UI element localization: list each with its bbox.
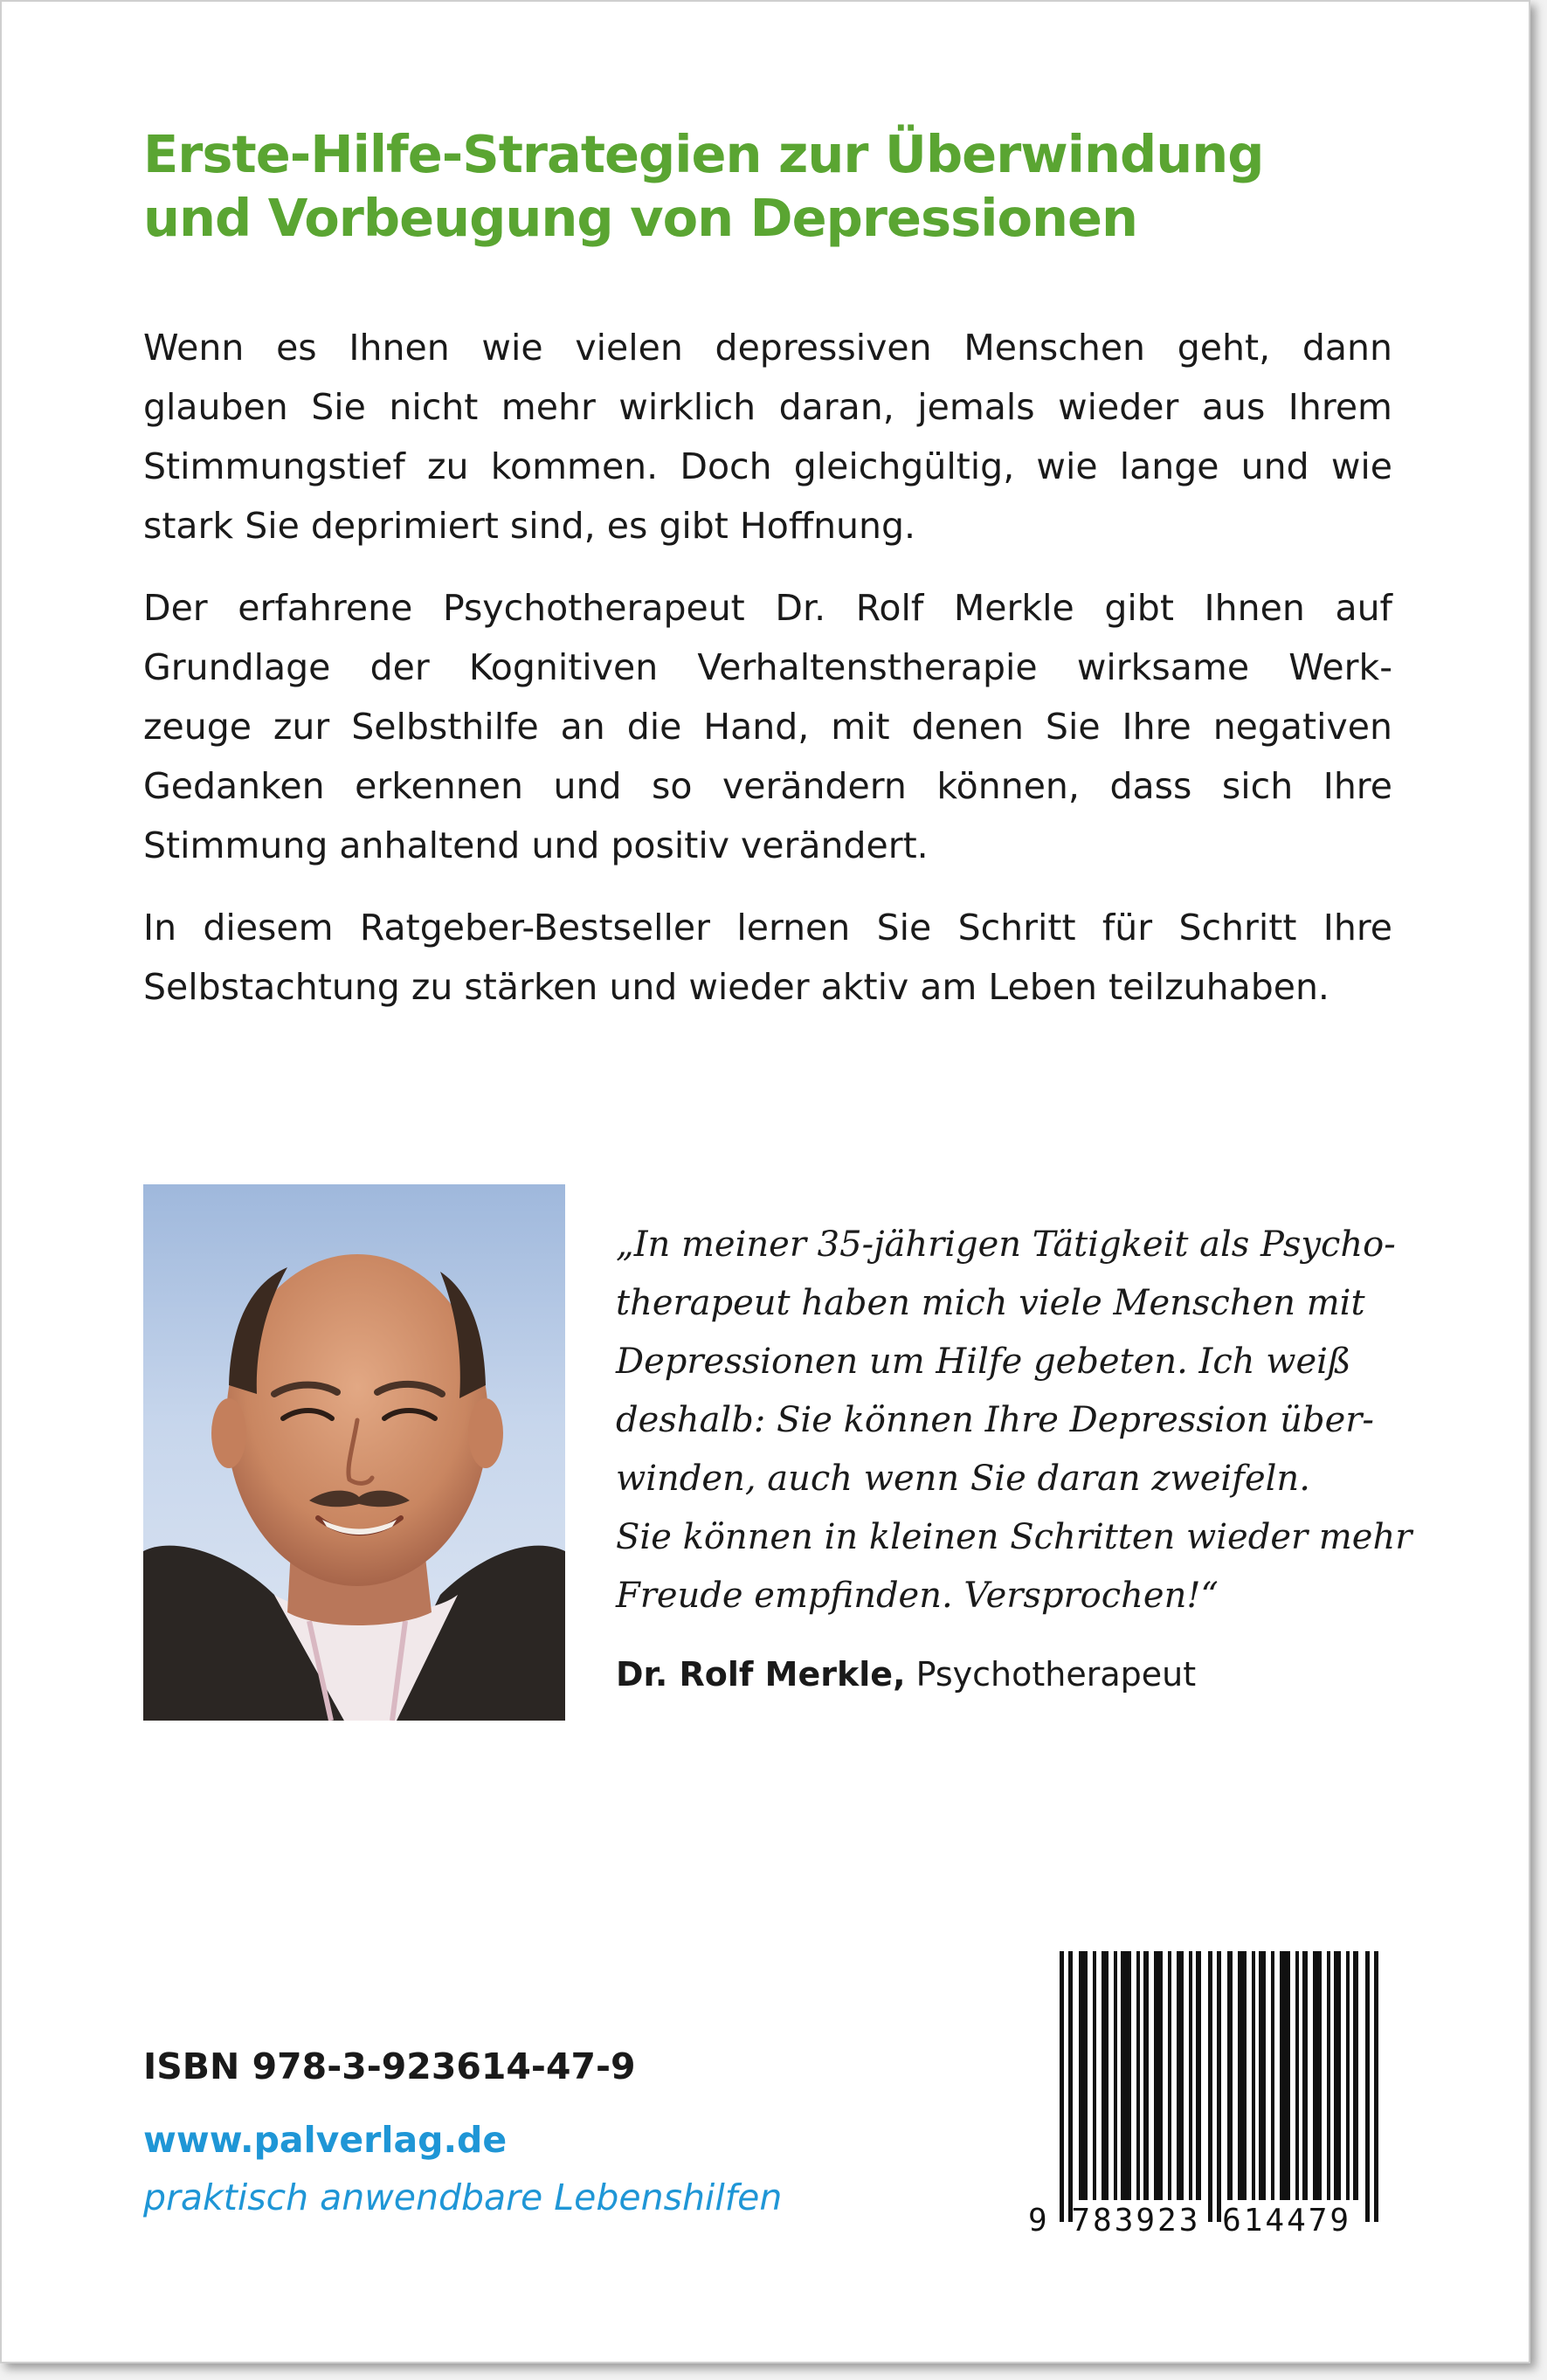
paragraph-line: stark Sie deprimiert sind, es gibt Hoffnung.: [143, 505, 916, 547]
isbn: ISBN 978-3-923614-47-9: [143, 2045, 636, 2087]
paragraph-line: Grundlage der Kognitiven Verhaltenstherapie wirksame Werk-: [143, 646, 1392, 688]
quote-line: „In meiner 35-jährigen Tätigkeit als Psycho-: [616, 1224, 1396, 1265]
quote-line: winden, auch wenn Sie daran zweifeln.: [616, 1459, 1310, 1499]
quote-line: deshalb: Sie können Ihre Depression über-: [616, 1400, 1374, 1440]
quote-line: therapeut haben mich viele Menschen mit: [616, 1283, 1365, 1323]
paragraph-line: glauben Sie nicht mehr wirklich daran, jemals wieder aus Ihrem: [143, 386, 1392, 428]
author-role: Psychotherapeut: [905, 1655, 1197, 1694]
author-photo: [143, 1184, 565, 1721]
paragraph-line: Stimmungstief zu kommen. Doch gleichgültig, wie lange und wie: [143, 445, 1392, 487]
paragraph-line: Gedanken erkennen und so verändern können, dass sich Ihre: [143, 765, 1392, 807]
paragraph-1: [143, 318, 1392, 555]
paragraph-3: [143, 898, 1392, 1017]
quote-line: Sie können in kleinen Schritten wieder mehr: [616, 1517, 1412, 1557]
headline: [143, 122, 1410, 250]
author-portrait-illustration: [143, 1184, 565, 1721]
headline-line-1: Erste-Hilfe-Strategien zur Überwindung: [143, 124, 1264, 184]
author-name: Dr. Rolf Merkle,: [616, 1655, 906, 1694]
paragraph-line: Wenn es Ihnen wie vielen depressiven Menschen geht, dann: [143, 327, 1392, 369]
paragraph-line: Der erfahrene Psychotherapeut Dr. Rolf Merkle gibt Ihnen auf: [143, 587, 1392, 629]
publisher-website-link[interactable]: www.palverlag.de: [143, 2119, 508, 2161]
quote-attribution: [616, 1655, 1196, 1694]
quote-line: Freude empfinden. Versprochen!“: [616, 1576, 1219, 1616]
barcode-digits: 9 783923 614479: [1028, 2203, 1352, 2239]
paragraph-line: Stimmung anhaltend und positiv verändert.: [143, 824, 929, 866]
paragraph-line: In diesem Ratgeber-Bestseller lernen Sie Schritt für Schritt Ihre: [143, 907, 1392, 949]
headline-line-2: und Vorbeugung von Depressionen: [143, 188, 1137, 248]
author-quote: [616, 1216, 1419, 1625]
quote-line: Depressionen um Hilfe gebeten. Ich weiß: [616, 1342, 1351, 1382]
barcode: [1028, 1951, 1405, 2244]
paragraph-2: [143, 578, 1392, 875]
description: [143, 318, 1392, 1039]
publisher-tagline: praktisch anwendbare Lebenshilfen: [143, 2176, 783, 2218]
paragraph-line: zeuge zur Selbsthilfe an die Hand, mit denen Sie Ihre negativen: [143, 706, 1392, 748]
barcode-bars: [1028, 1951, 1405, 2244]
paragraph-line: Selbstachtung zu stärken und wieder aktiv am Leben teilzuhaben.: [143, 966, 1329, 1008]
